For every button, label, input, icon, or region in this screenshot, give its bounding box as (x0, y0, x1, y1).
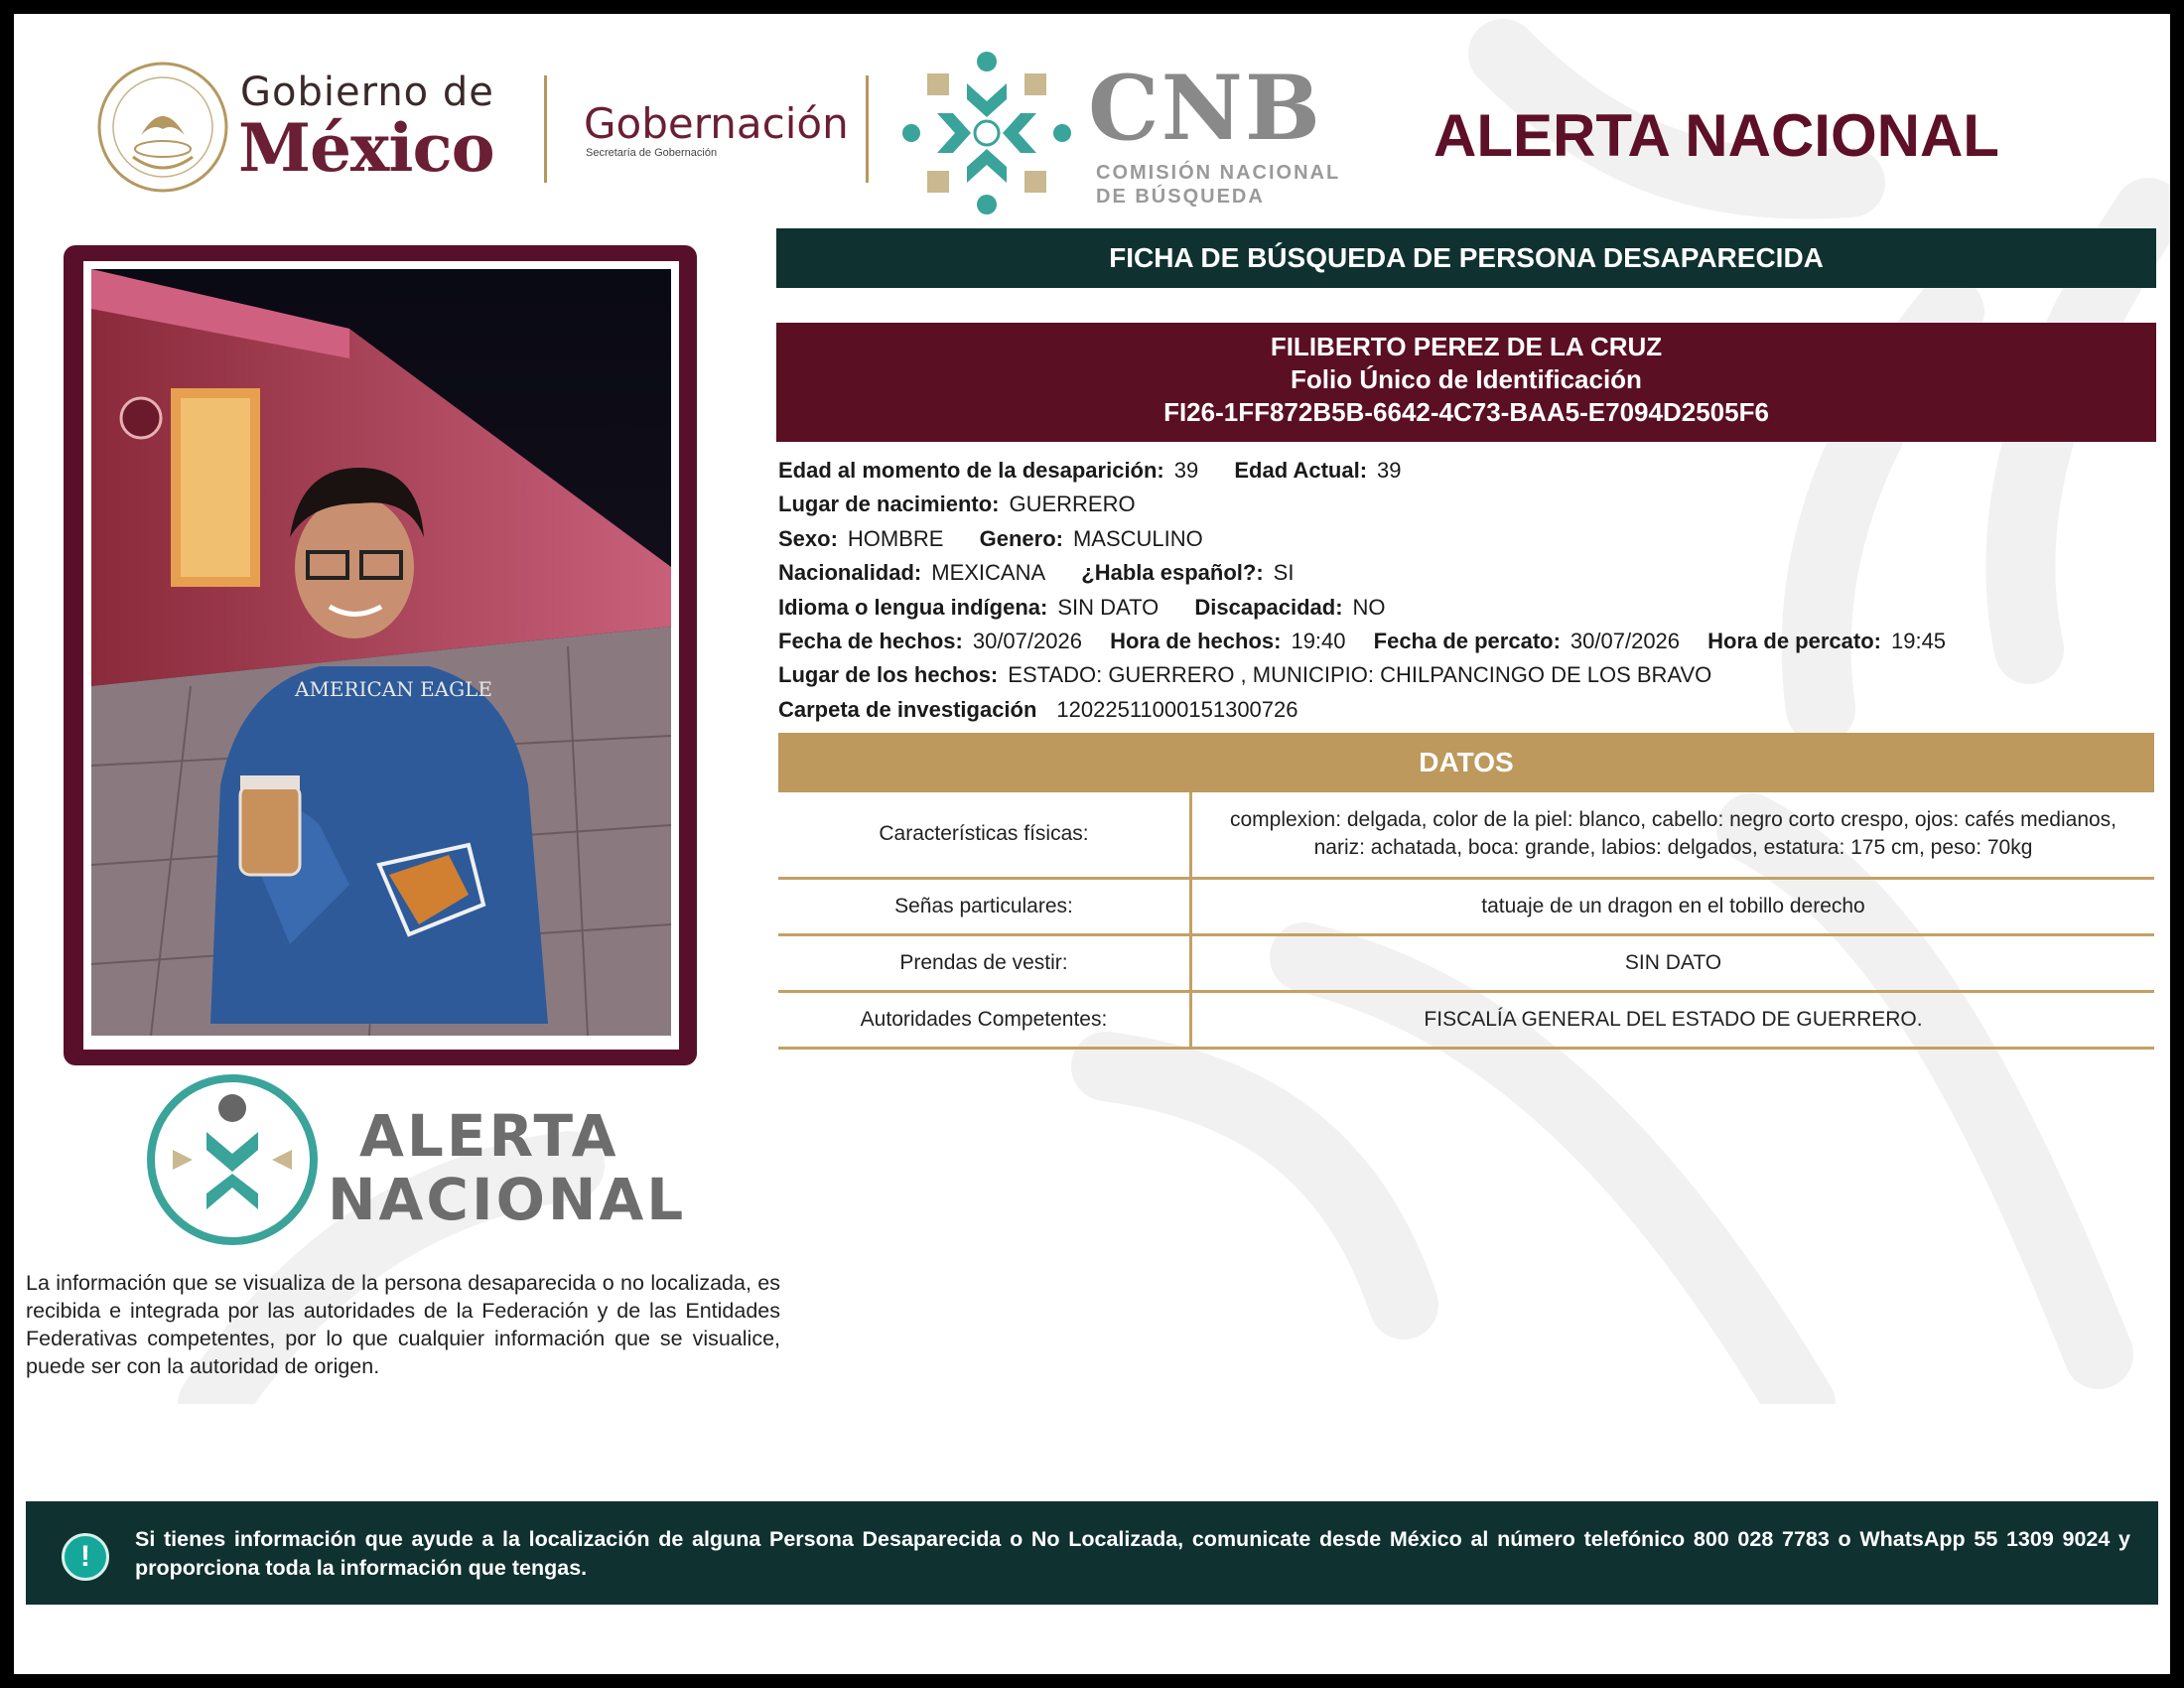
info-row (778, 658, 1976, 692)
info-row (778, 693, 1976, 727)
ficha-title: FICHA DE BÚSQUEDA DE PERSONA DESAPARECIDA (776, 228, 2156, 288)
datos-header: DATOS (778, 733, 2154, 792)
hora-hechos-label: Hora de hechos: (1110, 628, 1282, 653)
alerta-nacional-logo-text (328, 1104, 686, 1231)
autoridades-label: Autoridades Competentes: (778, 991, 1191, 1048)
idioma-value: SIN DATO (1057, 594, 1160, 620)
info-row (778, 556, 1976, 590)
caracteristicas-label: Características físicas: (778, 792, 1191, 878)
datos-table (778, 792, 2154, 1050)
habla-espanol-label: ¿Habla español?: (1081, 560, 1264, 586)
lugar-hechos-value: ESTADO: GUERRERO , MUNICIPIO: CHILPANCINGO DE LOS BRAVO (1008, 662, 1712, 688)
prendas-value: SIN DATO (1191, 934, 2155, 991)
alerta-nacional-emblem-icon (143, 1070, 322, 1249)
genero-label: Genero: (979, 525, 1063, 551)
lugar-hechos-label: Lugar de los hechos: (778, 662, 999, 688)
cnb-subtitle (1096, 161, 1340, 209)
footer-text: Si tienes información que ayude a la localización de alguna Persona Desaparecida o No Localizada, comunicate desde México al número telefónico 800 028 7783 o WhatsApp 55 1309 9024 y proporciona toda la información que tengas. (135, 1527, 2130, 1580)
cnb-subtitle-line-2: DE BÚSQUEDA (1096, 186, 1265, 208)
alerta-logo-line-1: ALERTA (359, 1102, 619, 1170)
habla-espanol-value: SI (1273, 560, 1295, 586)
fecha-percato-label: Fecha de percato: (1373, 628, 1561, 653)
folio-label: Folio Único de Identificación (1291, 364, 1642, 394)
nacimiento-label: Lugar de nacimiento: (778, 492, 1000, 517)
discapacidad-label: Discapacidad: (1194, 594, 1343, 620)
hora-hechos-value: 19:40 (1291, 628, 1346, 653)
fecha-hechos-label: Fecha de hechos: (778, 628, 963, 653)
gobernacion-subtitle: Secretaría de Gobernación (586, 147, 718, 159)
edad-actual-label: Edad Actual: (1234, 458, 1368, 483)
alerta-nacional-title: ALERTA NACIONAL (1433, 102, 1999, 169)
info-row (778, 454, 1976, 488)
autoridades-value: FISCALÍA GENERAL DEL ESTADO DE GUERRERO. (1191, 991, 2155, 1048)
contact-footer (26, 1501, 2158, 1605)
table-row (778, 991, 2154, 1048)
missing-person-photo (91, 269, 671, 1036)
disclaimer-text: La información que se visualiza de la persona desaparecida o no localizada, es recibida e integrada por las autoridades de la Federación y de las Entidades Federativas competentes, por lo que cualquier información que se visualice, puede ser con la autoridad de origen. (26, 1271, 780, 1378)
shirt-text: AMERICAN EAGLE (295, 677, 492, 701)
alerta-logo-line-2: NACIONAL (328, 1166, 687, 1233)
hora-percato-label: Hora de percato: (1707, 628, 1881, 653)
info-row (778, 488, 1976, 521)
person-name-box (776, 323, 2156, 442)
header-divider (866, 75, 869, 183)
table-row (778, 792, 2154, 878)
discapacidad-value: NO (1352, 594, 1386, 620)
cnb-subtitle-line-1: COMISIÓN NACIONAL (1096, 162, 1341, 184)
info-row (778, 522, 1976, 556)
gobernacion-logo-text: Gobernación (584, 99, 849, 148)
photo-frame (64, 245, 697, 1065)
nacionalidad-value: MEXICANA (931, 560, 1046, 586)
gobierno-de-text: Gobierno de (240, 70, 494, 115)
genero-value: MASCULINO (1072, 525, 1203, 551)
senas-label: Señas particulares: (778, 878, 1191, 934)
cnb-emblem-icon (897, 44, 1076, 222)
mexico-text: México (238, 109, 494, 187)
hora-percato-value: 19:45 (1890, 628, 1947, 653)
cnb-logo-text: CNB (1088, 56, 1322, 161)
exclamation-icon: ! (62, 1533, 109, 1581)
folio-value: FI26-1FF872B5B-6642-4C73-BAA5-E7094D2505F6 (1163, 397, 1769, 427)
fecha-hechos-value: 30/07/2026 (972, 628, 1082, 653)
carpeta-value: 12022511000151300726 (1056, 696, 1298, 722)
nacionalidad-label: Nacionalidad: (778, 560, 922, 586)
edad-desaparicion-value: 39 (1173, 458, 1199, 483)
person-info (778, 454, 1976, 727)
nacimiento-value: GUERRERO (1009, 492, 1136, 517)
header-divider (544, 75, 547, 183)
caracteristicas-value: complexion: delgada, color de la piel: blanco, cabello: negro corto crespo, ojos: cafés medianos, nariz: achatada, boca: grande, labios: delgados, estatura: 175 cm, peso: 70kg (1191, 792, 2155, 878)
photo-border (83, 261, 679, 1050)
table-row (778, 934, 2154, 991)
alert-poster (14, 14, 2170, 1674)
table-row (778, 878, 2154, 934)
info-row (778, 591, 1976, 625)
person-name: FILIBERTO PEREZ DE LA CRUZ (1270, 332, 1663, 361)
sexo-label: Sexo: (778, 525, 838, 551)
edad-actual-value: 39 (1377, 458, 1402, 483)
sexo-value: HOMBRE (847, 525, 944, 551)
carpeta-label: Carpeta de investigación (778, 696, 1037, 722)
national-seal-icon (93, 58, 232, 197)
prendas-label: Prendas de vestir: (778, 934, 1191, 991)
senas-value: tatuaje de un dragon en el tobillo derecho (1191, 878, 2155, 934)
edad-desaparicion-label: Edad al momento de la desaparición: (778, 458, 1164, 483)
fecha-percato-value: 30/07/2026 (1570, 628, 1681, 653)
idioma-label: Idioma o lengua indígena: (778, 594, 1048, 620)
info-row (778, 625, 1976, 658)
